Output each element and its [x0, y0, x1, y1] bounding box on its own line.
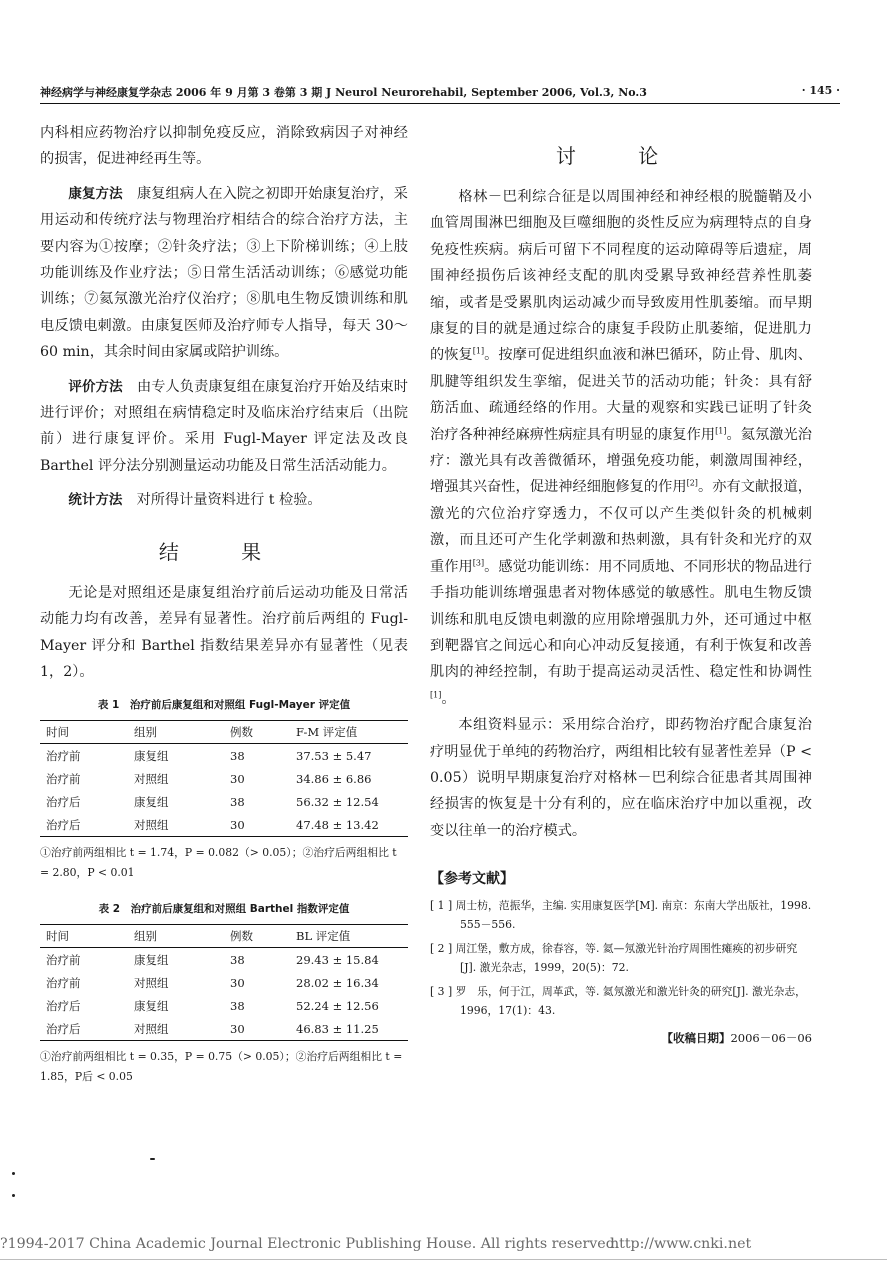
table2-caption: 表 2 治疗前后康复组和对照组 Barthel 指数评定值	[98, 903, 350, 916]
discussion-text-part: 。	[441, 690, 456, 707]
citation-marker: [1]	[715, 425, 727, 435]
table-cell: 治疗后	[40, 813, 128, 837]
table-cell: 38	[230, 794, 245, 809]
table-cell: 28.02 ± 16.34	[296, 975, 379, 990]
page-number: · 145 ·	[801, 84, 840, 97]
eval-methods-paragraph	[40, 374, 408, 480]
discussion-text-part: 。亦有文献报道，激光的穴位治疗穿透力，不仅可以产生类似针灸的机械刺激，而且还可产生化学刺激和热刺激，具有针灸和光疗的双重作用	[430, 479, 812, 575]
header-rule	[40, 103, 840, 104]
table-cell: 治疗前	[46, 952, 81, 967]
table-cell: 30	[230, 1017, 296, 1041]
table-cell: 30	[230, 813, 296, 837]
table2	[40, 924, 408, 1041]
citation-marker: [1]	[430, 689, 442, 699]
discussion-text-part: 。感觉功能训练：用不同质地、不同形状的物品进行手指功能训练增强患者对物体感觉的敏感性。肌电生物反馈训练和肌电反馈电刺激的应用除增强肌力外，还可通过中枢到靶器官之间远心和向心冲动反复接通，有利于恢复和改善肌肉的神经控制，有助于提高运动灵活性、稳定性和协调性	[430, 558, 812, 681]
results-heading: 结 果	[158, 539, 290, 564]
table-row	[40, 813, 408, 837]
citation-marker: [3]	[472, 557, 485, 567]
stat-methods-paragraph	[40, 487, 408, 513]
table-header-cell: 组别	[128, 925, 230, 948]
table-row	[40, 971, 408, 994]
table-row	[40, 767, 408, 790]
table-cell: 34.86 ± 6.86	[296, 771, 372, 786]
table-cell: 38	[230, 748, 245, 763]
table-row	[40, 948, 408, 972]
table-cell: 47.48 ± 13.42	[296, 813, 408, 837]
discussion-paragraph	[430, 184, 812, 712]
reference-item: [ 2 ] 周江堡，敷方成，徐春容，等. 氦—氖激光针治疗周围性瘫痪的初步研究[J]. 激光杂志，1999，20(5)：72.	[430, 942, 798, 975]
table-cell: 治疗后	[46, 794, 81, 809]
table-header-cell: 组别	[128, 721, 230, 744]
table-header-row	[40, 721, 408, 744]
table-cell: 治疗前	[46, 748, 81, 763]
table-cell: 56.32 ± 12.54	[296, 794, 379, 809]
table-cell: 对照组	[134, 975, 169, 990]
table-cell: 30	[230, 975, 245, 990]
table-header-row	[40, 925, 408, 948]
table-row	[40, 744, 408, 768]
table-header-cell: 时间	[40, 925, 128, 948]
right-column	[430, 120, 812, 1046]
table-header-cell: 时间	[40, 721, 128, 744]
eval-methods-text: 由专人负责康复组在康复治疗开始及结束时进行评价；对照组在病情稳定时及临床治疗结束后（出院前）进行康复评价。采用 Fugl-Mayer 评定法及改良 Barthel 评分法分别测量运动功能及日常生活活动能力。	[40, 378, 408, 474]
rehab-methods-paragraph	[40, 181, 408, 366]
running-title: 神经病学与神经康复学杂志 2006 年 9 月第 3 卷第 3 期 J Neurol Neurorehabil, September 2006, Vol.3, No.3	[40, 86, 647, 99]
footer-rule	[0, 1259, 887, 1260]
citation-marker: [1]	[472, 346, 485, 356]
table-row	[40, 994, 408, 1017]
table-header-cell: F-M 评定值	[296, 721, 408, 744]
stat-methods-text: 对所得计量资料进行 t 检验。	[136, 492, 322, 509]
table1-caption: 表 1 治疗前后康复组和对照组 Fugl-Mayer 评定值	[97, 699, 351, 712]
table-cell: 治疗前	[46, 771, 81, 786]
table-cell: 康复组	[134, 748, 169, 763]
table-cell: 治疗前	[46, 975, 81, 990]
footer-copyright: ?1994-2017 China Academic Journal Electronic Publishing House. All rights reserved.	[0, 1236, 620, 1252]
reference-item: [ 1 ] 周士枋，范振华，主编. 实用康复医学[M]. 南京：东南大学出版社，1998. 555－556.	[430, 899, 812, 932]
table-header-cell: 例数	[230, 721, 296, 744]
table-cell: 52.24 ± 12.56	[296, 998, 379, 1013]
citation-marker: [2]	[686, 478, 698, 488]
table-cell: 38	[230, 952, 245, 967]
stat-methods-label: 统计方法	[68, 492, 123, 509]
table-cell: 治疗后	[46, 998, 81, 1013]
table-cell: 对照组	[128, 1017, 230, 1041]
table-cell: 37.53 ± 5.47	[296, 748, 372, 763]
table-header-cell: BL 评定值	[296, 925, 408, 948]
table2-note: ①治疗前两组相比 t = 0.35，P = 0.75（> 0.05）；②治疗后两组相比 t = 1.85，P后 < 0.05	[40, 1050, 403, 1084]
left-column	[40, 120, 408, 1087]
footer-url: http://www.cnki.net	[610, 1236, 752, 1252]
table1	[40, 720, 408, 837]
rehab-methods-text: 康复组病人在入院之初即开始康复治疗，采用运动和传统疗法与物理治疗相结合的综合治疗方法，主要内容为①按摩；②针灸疗法；③上下阶梯训练；④上肢功能训练及作业疗法；⑤日常生活活动训练；⑥感觉功能训练；⑦氦氖激光治疗仪治疗；⑧肌电生物反馈训练和肌电反馈电刺激。由康复医师及治疗师专人指导，每天 30～60 min，其余时间由家属或陪护训练。	[40, 185, 408, 361]
table-row	[40, 790, 408, 813]
discussion-text-part: 格林－巴利综合征是以周围神经和神经根的脱髓鞘及小血管周围淋巴细胞及巨噬细胞的炎性反应为病理特点的自身免疫性疾病。病后可留下不同程度的运动障碍等后遗症，周围神经损伤后该神经支配的肌肉受累导致神经营养性肌萎缩，或者是受累肌肉运动减少而导致废用性肌萎缩。而早期康复的目的就是通过综合的康复手段防止肌萎缩，促进肌力的恢复	[430, 189, 812, 364]
discussion-heading: 讨 论	[555, 144, 687, 168]
reference-item: [ 3 ] 罗 乐，何于江，周革武，等. 氦氖激光和激光针灸的研究[J]. 激光杂志，1996，17(1)：43.	[430, 985, 806, 1018]
table-cell: 38	[230, 998, 245, 1013]
table-header-cell: 例数	[230, 925, 296, 948]
received-label: 【收稿日期】	[661, 1031, 731, 1046]
table-row	[40, 1017, 408, 1041]
discussion-text-part: 。按摩可促进组织血液和淋巴循环，防止骨、肌肉、肌腱等组织发生挛缩，促进关节的活动功能；针灸：具有舒筋活血、疏通经络的作用。大量的观察和实践已证明了针灸治疗各种神经麻痹性病症具有明显的康复作用	[430, 347, 812, 443]
received-date-line	[430, 1030, 812, 1046]
conclusion-paragraph: 本组资料显示：采用综合治疗，即药物治疗配合康复治疗明显优于单纯的药物治疗，两组相比较有显著性差异（P < 0.05）说明早期康复治疗对格林－巴利综合征患者其周围神经损害的恢复是十分有利的，应在临床治疗中加以重视，改变以往单一的治疗模式。	[430, 717, 812, 839]
scan-speck	[12, 1194, 15, 1197]
table-cell: 对照组	[134, 771, 169, 786]
references-heading: 【参考文献】	[430, 871, 514, 888]
table1-note: ①治疗前两组相比 t = 1.74，P = 0.082（> 0.05）；②治疗后两组相比 t = 2.80，P < 0.01	[40, 846, 397, 880]
rehab-methods-label: 康复方法	[68, 185, 123, 202]
table-cell: 康复组	[134, 794, 169, 809]
eval-methods-label: 评价方法	[68, 378, 123, 395]
table-cell: 46.83 ± 11.25	[296, 1017, 408, 1041]
intro-tail-paragraph: 内科相应药物治疗以抑制免疫反应，消除致病因子对神经的损害，促进神经再生等。	[40, 125, 408, 168]
table-cell: 康复组	[134, 952, 169, 967]
table-cell: 30	[230, 771, 245, 786]
results-paragraph: 无论是对照组还是康复组治疗前后运动功能及日常活动能力均有改善，差异有显著性。治疗前后两组的 Fugl-Mayer 评分和 Barthel 指数结果差异亦有显著性（见表 1，2）。	[40, 584, 408, 680]
table-cell: 康复组	[134, 998, 169, 1013]
discussion-text-part: 。氦氖激光治疗：激光具有改善微循环，增强免疫功能，刺激周围神经，增强其兴奋性，促进神经细胞修复的作用	[430, 426, 812, 496]
running-header	[40, 84, 840, 100]
table-cell: 治疗后	[40, 1017, 128, 1041]
scan-speck	[150, 1158, 155, 1160]
table-cell: 对照组	[128, 813, 230, 837]
scan-speck	[12, 1172, 15, 1175]
received-date: 2006－06－06	[730, 1031, 812, 1046]
table-cell: 29.43 ± 15.84	[296, 952, 379, 967]
